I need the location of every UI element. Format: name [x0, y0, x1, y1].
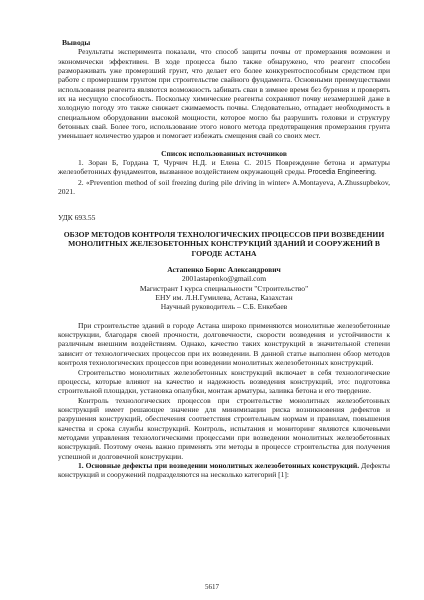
conclusions-paragraph: Результаты эксперимента показали, что способ защиты почвы от промерзания возможен и экономически эффективен. В ходе процесса было также обнаружено, что реагент способен размораживать уже промерзший грунт, что делает его более конкурентоспособным средством при работе с промерзшим грунтом при строительстве свайного фундамента. Основными преимуществами использования реагента являются возможность забивать сваи в зимнее время без бурения и проверять их на несущую способность. Поскольку химические реагенты сохраняют почву незамерзшей даже в холодную погоду это также снижает сжимаемость почвы. Следовательно, отпадает необходимость в специальном оборудовании высокой мощности, которое могло бы разрушить головки и структуру бетонных свай. Более того, использование этого нового метода предотвращения промерзания грунта уменьшает количество ударов и помогает избежать смещения свай со своих мест.	[58, 47, 390, 141]
defects-intro-text: Дефекты конструкций и сооружений подразделяются на несколько категорий [1]:	[58, 460, 390, 480]
reference-2-text: 2. «Prevention method of soil freezing during pile driving in winter» A.Montayeva, A.Zhussupbekov, 2021.	[58, 177, 390, 197]
author-email: 2001astapenko@gmail.com	[181, 274, 267, 284]
reference-item-2	[58, 178, 390, 197]
conclusions-heading: Выводы	[62, 38, 91, 47]
references-heading: Список использованных источников	[161, 148, 287, 158]
page-number: 5617	[205, 583, 219, 591]
author-position: Магистрант I курса специальности "Строительство"	[139, 283, 309, 293]
defects-section-heading: 1. Основные дефекты при возведении монолитных железобетонных конструкций.	[78, 460, 360, 470]
body-paragraph-3: Контроль технологических процессов при строительстве монолитных железобетонных конструкций имеет решающее значение для минимизации риска возникновения дефектов и разрушения конструкций, обеспечения соответствия строительным нормам и правилам, повышения качества и срока службы конструкций. Контроль, испытания и мониторинг являются ключевыми методами управления технологическими процессами при возведении монолитных железобетонных конструкций. Поэтому очень важно применять эти методы в процессе строительства для получения успешной и долговечной конструкции.	[58, 395, 390, 461]
reference-1-journal: Procedia Engineering.	[307, 169, 377, 177]
author-supervisor: Научный руководитель – С.Б. Енкебаев	[160, 302, 288, 312]
author-name: Астапенко Борис Александрович	[167, 265, 281, 275]
author-block	[58, 265, 390, 312]
reference-item-1	[58, 158, 390, 178]
body-paragraph-2: Строительство монолитных железобетонных конструкций включает в себя технологические процессы, которые влияют на качество и надежность возведения конструкций, это: подготовка строительной площадки, установка опалубки, монтаж арматуры, заливка бетона и его твердение.	[58, 367, 390, 396]
body-paragraph-1: При строительстве зданий в городе Астана широко применяются монолитные железобетонные конструкции, благодаря своей прочности, долговечности, скорости возведения и устойчивости к различным внешним воздействиям. Однако, качество таких конструкций в значительной степени зависит от технологических процессов при их возведении. В данной статье выполнен обзор методов контроля технологических процессов при возведении монолитных железобетонных конструкций.	[58, 320, 390, 368]
body-paragraph-4	[58, 461, 390, 480]
article-title: ОБЗОР МЕТОДОВ КОНТРОЛЯ ТЕХНОЛОГИЧЕСКИХ ПРОЦЕССОВ ПРИ ВОЗВЕДЕНИИ МОНОЛИТНЫХ ЖЕЛЕЗОБЕТОННЫХ КОНСТРУКЦИЙ ЗДАНИЙ И СООРУЖЕНИЙ В ГОРОДЕ АСТАНА	[63, 229, 385, 258]
author-university: ЕНУ им. Л.Н.Гумилева, Астана, Казахстан	[155, 293, 293, 303]
article-body	[58, 321, 390, 480]
udk-code: УДК 693.55	[58, 212, 96, 222]
reference-1-text: 1. Зоран Б, Гордана Т, Чурчич Н.Д. и Елена С. 2015 Повреждение бетона и арматуры железобетонных фундаментов, вызванное воздействием окружающей среды.	[58, 158, 390, 177]
